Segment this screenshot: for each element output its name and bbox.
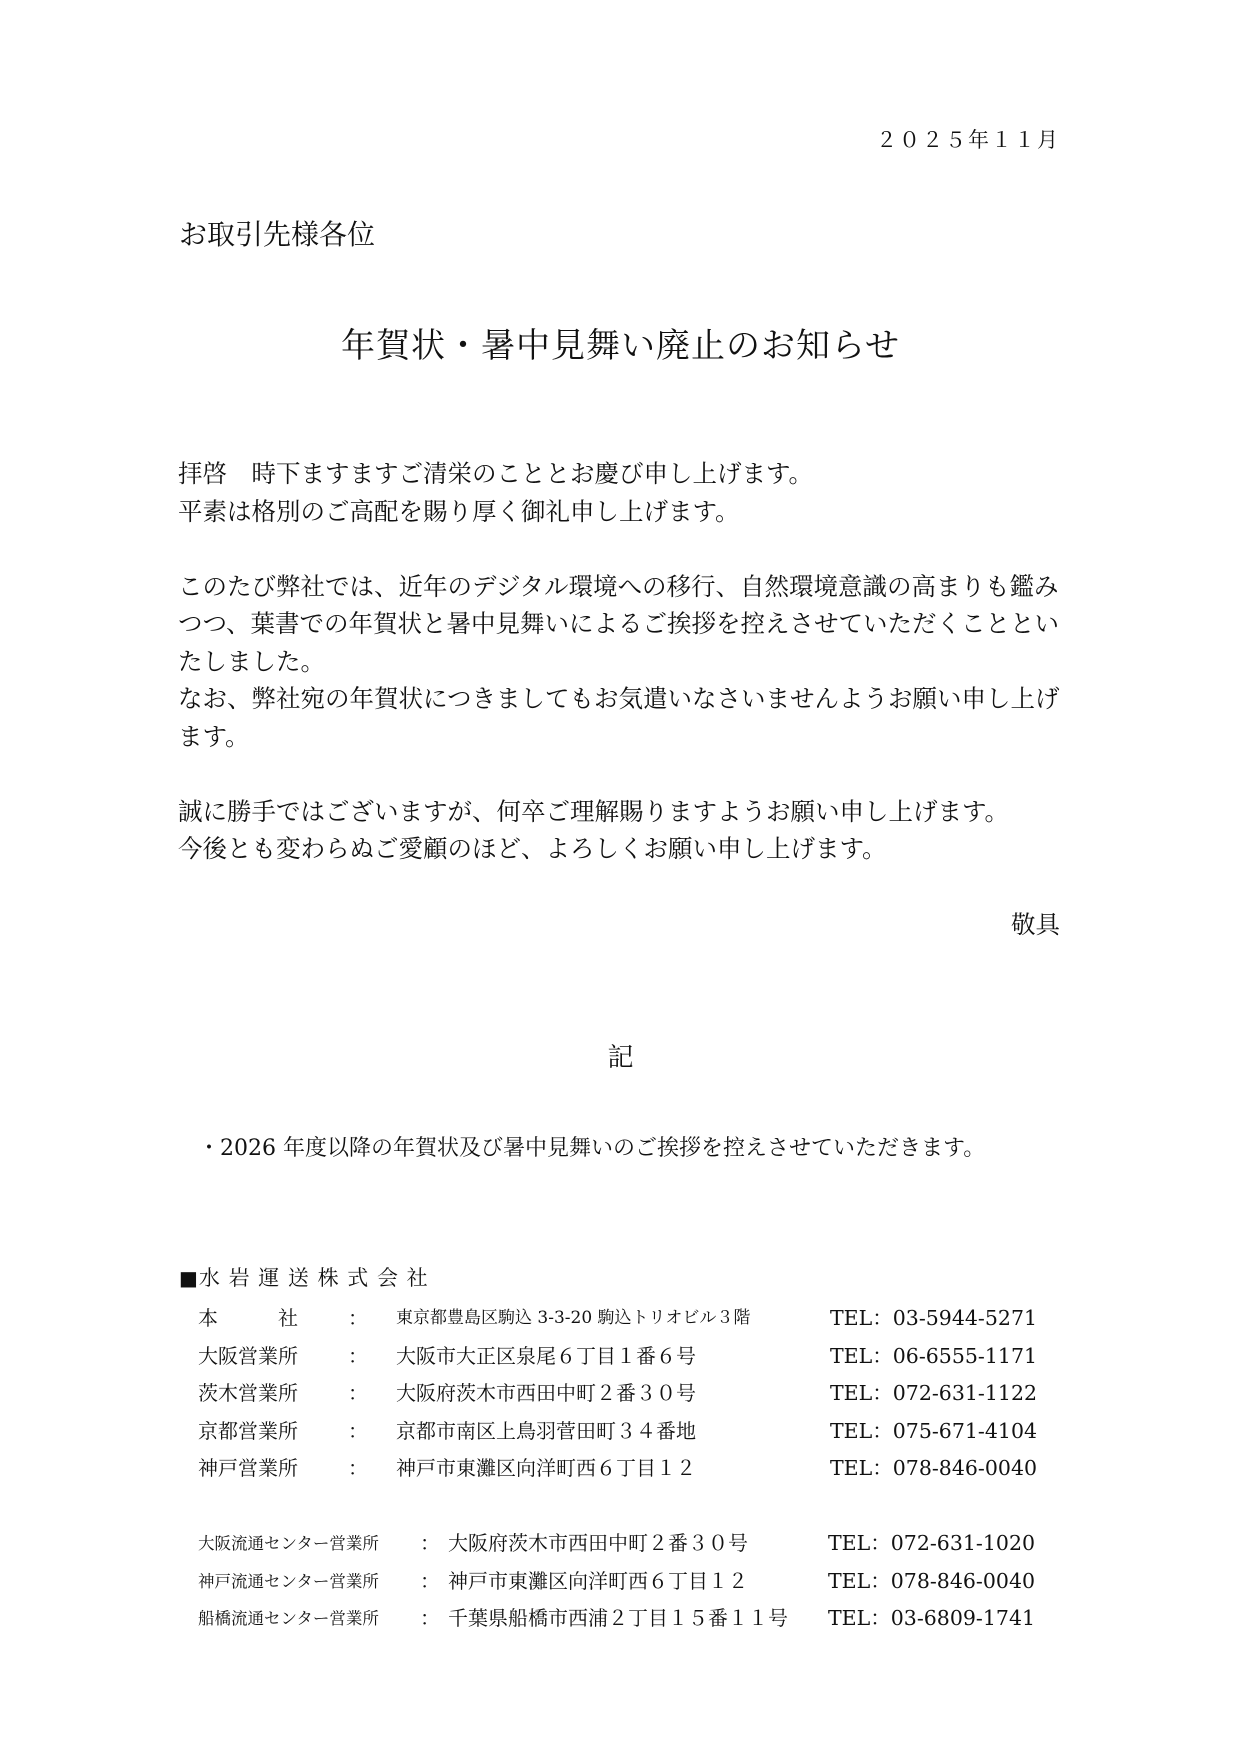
office-address: 東京都豊島区駒込 3-3-20 駒込トリオビル３階: [396, 1308, 751, 1328]
center-name: 神戸流通センター営業所: [198, 1571, 379, 1591]
separator: ：: [420, 1568, 440, 1593]
company-name: 水 岩 運 送 株 式 会 社: [198, 1266, 429, 1290]
office-tel: TEL：06-6555-1171: [830, 1343, 1038, 1368]
office-address: 京都市南区上鳥羽菅田町３４番地: [396, 1418, 696, 1443]
center-tel: TEL：078-846-0040: [828, 1568, 1036, 1593]
separator: ：: [348, 1381, 368, 1405]
office-row: [198, 1375, 1078, 1413]
greeting-line-2: 平素は格別のご高配を賜り厚く御礼申し上げます。: [178, 496, 740, 526]
closing-paragraph: [178, 793, 1060, 868]
separator: ：: [420, 1531, 440, 1555]
office-name: 本 社: [198, 1306, 298, 1330]
letter-body: [178, 455, 1060, 868]
document-date: ２０２５年１１月: [876, 128, 1060, 152]
office-name: 大阪営業所: [198, 1343, 298, 1368]
center-address: 大阪府茨木市西田中町２番３０号: [448, 1531, 748, 1555]
center-address: 神戸市東灘区向洋町西６丁目１２: [448, 1568, 748, 1593]
center-tel: TEL：03-6809-1741: [828, 1606, 1036, 1630]
closing-word: 敬具: [1011, 910, 1060, 939]
office-row: [198, 1413, 1078, 1451]
center-row: [198, 1525, 1078, 1563]
greeting-paragraph: [178, 455, 1060, 530]
office-address: 大阪市大正区泉尾６丁目１番６号: [396, 1343, 696, 1368]
addressee: お取引先様各位: [179, 218, 376, 251]
separator: ：: [348, 1456, 368, 1480]
office-name: 京都営業所: [198, 1418, 298, 1443]
ki-heading: 記: [607, 1043, 634, 1073]
office-tel: TEL：078-846-0040: [830, 1456, 1038, 1480]
separator: ：: [348, 1418, 368, 1443]
office-tel: TEL：03-5944-5271: [830, 1306, 1038, 1330]
center-name: 大阪流通センター営業所: [198, 1534, 379, 1553]
announcement-text: このたび弊社では、近年のデジタル環境への移行、自然環境意識の高まりも鑑みつつ、葉書での年賀状と暑中見舞いによるご挨拶を控えさせていただくことといたしました。: [178, 571, 1060, 676]
separator: ：: [420, 1606, 440, 1630]
closing-line-2: 今後とも変わらぬご愛顧のほど、よろしくお願い申し上げます。: [178, 834, 887, 863]
center-name: 船橋流通センター営業所: [198, 1609, 379, 1628]
office-tel: TEL：072-631-1122: [830, 1381, 1038, 1405]
company-heading: [179, 1262, 429, 1292]
center-row: [198, 1563, 1078, 1601]
document-title: 年賀状・暑中見舞い廃止のお知らせ: [341, 326, 900, 366]
center-address: 千葉県船橋市西浦２丁目１５番１１号: [448, 1606, 788, 1630]
notice-bullet: ・2026 年度以降の年賀状及び暑中見舞いのご挨拶を控えさせていただきます。: [198, 1136, 986, 1161]
separator: ：: [348, 1306, 368, 1330]
office-name: 神戸営業所: [198, 1456, 298, 1480]
closing-line-1: 誠に勝手ではございますが、何卒ご理解賜りますようお願い申し上げます。: [178, 796, 1010, 826]
spacer: [198, 1488, 1078, 1526]
separator: ：: [348, 1343, 368, 1368]
greeting-line-1: 拝啓 時下ますますご清栄のこととお慶び申し上げます。: [178, 459, 814, 488]
request-text: なお、弊社宛の年賀状につきましてもお気遣いなさいませんようお願い申し上げます。: [178, 684, 1060, 751]
announcement-paragraph: [178, 568, 1060, 756]
center-row: [198, 1600, 1078, 1638]
center-tel: TEL：072-631-1020: [828, 1531, 1036, 1555]
office-tel: TEL：075-671-4104: [830, 1418, 1038, 1443]
office-list: [198, 1300, 1078, 1638]
office-row: [198, 1338, 1078, 1376]
office-address: 神戸市東灘区向洋町西６丁目１２: [396, 1456, 696, 1480]
office-name: 茨木営業所: [198, 1381, 298, 1405]
office-address: 大阪府茨木市西田中町２番３０号: [396, 1381, 696, 1405]
office-row: [198, 1450, 1078, 1488]
square-marker: ■: [179, 1266, 199, 1290]
office-row: [198, 1300, 1078, 1338]
